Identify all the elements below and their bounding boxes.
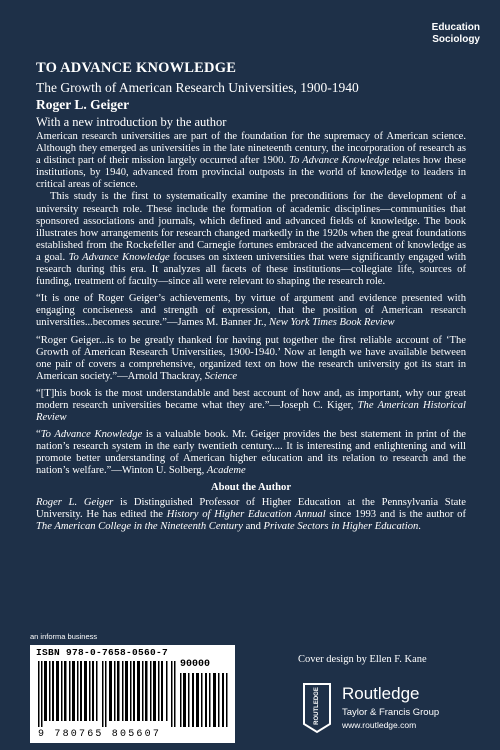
- new-intro-note: With a new introduction by the author: [36, 115, 227, 129]
- description-paragraph-2: This study is the first to systematically examine the preconditions for the development of a university research role. These include the formation of academic disciplines—communities that sponsored associations and journals, which defined and advanced fields of knowledge. The book illustrates how arrangements for research changed markedly in the 1920s when the great foundations established from the Rockefeller and Carnegie fortunes embraced the advancement of knowledge as a goal. To Advance Knowledge focuses on sixteen universities that were significantly engaged with research during this era. It analyzes all facets of these institutions—collegiate life, sources of funding, treatment of faculty—since all were relevant to shaping the research role.: [36, 191, 466, 288]
- book-author: Roger L. Geiger: [36, 97, 130, 112]
- routledge-logo-icon: [300, 682, 336, 734]
- svg-text:ROUTLEDGE: ROUTLEDGE: [314, 687, 320, 725]
- back-cover-text: [36, 131, 466, 533]
- barcode-box: [30, 645, 235, 743]
- review-quote-1: “It is one of Roger Geiger’s achievements, by virtue of argument and evidence presented with engaging conciseness and strength of expression, that the position of American research universities...becomes secure.”—James M. Banner Jr., New York Times Book Review: [36, 293, 466, 329]
- publisher-group: Taylor & Francis Group: [342, 707, 440, 718]
- review-quote-3: “[T]his book is the most understandable and best account of how and, as important, why our great modern research universities became what they are.”—Joseph C. Kiger, The American Historical Review: [36, 387, 466, 424]
- isbn-text: ISBN 978-0-7658-0560-7: [36, 647, 169, 658]
- book-title: TO ADVANCE KNOWLEDGE: [36, 60, 237, 76]
- subject-education: Education: [431, 22, 480, 33]
- price-code: 90000: [180, 659, 211, 670]
- subject-sociology: Sociology: [432, 34, 480, 45]
- review-quote-4: “To Advance Knowledge is a valuable book. Mr. Geiger provides the best statement in print of the nation’s research system in the early twentieth century.... It is interesting and enlightening and will promote better understanding of American higher education and its relation to research and the nation’s welfare.”—Winton U. Solberg, Academe: [36, 429, 466, 477]
- about-author-paragraph: Roger L. Geiger is Distinguished Professor of Higher Education at the Pennsylvania State University. He has edited the History of Higher Education Annual since 1993 and is the author of The American College in the Nineteenth Century and Private Sectors in Higher Education.: [36, 496, 466, 532]
- description-paragraph-1: American research universities are part of the foundation for the supremacy of American science. Although they emerged as universities in the late nineteenth century, the incorporation of research as a distinct part of their mission largely occurred after 1900. To Advance Knowledge relates how these institutions, by 1940, advanced from provincial outposts in the world of knowledge to leaders in critical areas of science.: [36, 131, 466, 191]
- book-subtitle: The Growth of American Research Universities, 1900-1940: [36, 80, 359, 95]
- subject-labels: [432, 22, 480, 46]
- review-quote-2: “Roger Geiger...is to be greatly thanked for having put together the first reliable account of ‘The Growth of American Research Universities, 1900-1940.’ Now at length we have available between one pair of covers a comprehensive, organized text on how the research university got its start in American society.”—Arnold Thackray, Science: [36, 334, 466, 382]
- main-barcode-icon: [38, 661, 176, 727]
- informa-business-label: an informa business: [30, 632, 98, 641]
- addon-barcode-icon: [180, 673, 228, 727]
- cover-design-credit: Cover design by Ellen F. Kane: [298, 654, 427, 665]
- about-author-heading: About the Author: [210, 481, 292, 493]
- barcode-digits: 9 780765 805607: [38, 729, 162, 740]
- publisher-name: Routledge: [342, 684, 420, 703]
- publisher-url: www.routledge.com: [342, 720, 417, 730]
